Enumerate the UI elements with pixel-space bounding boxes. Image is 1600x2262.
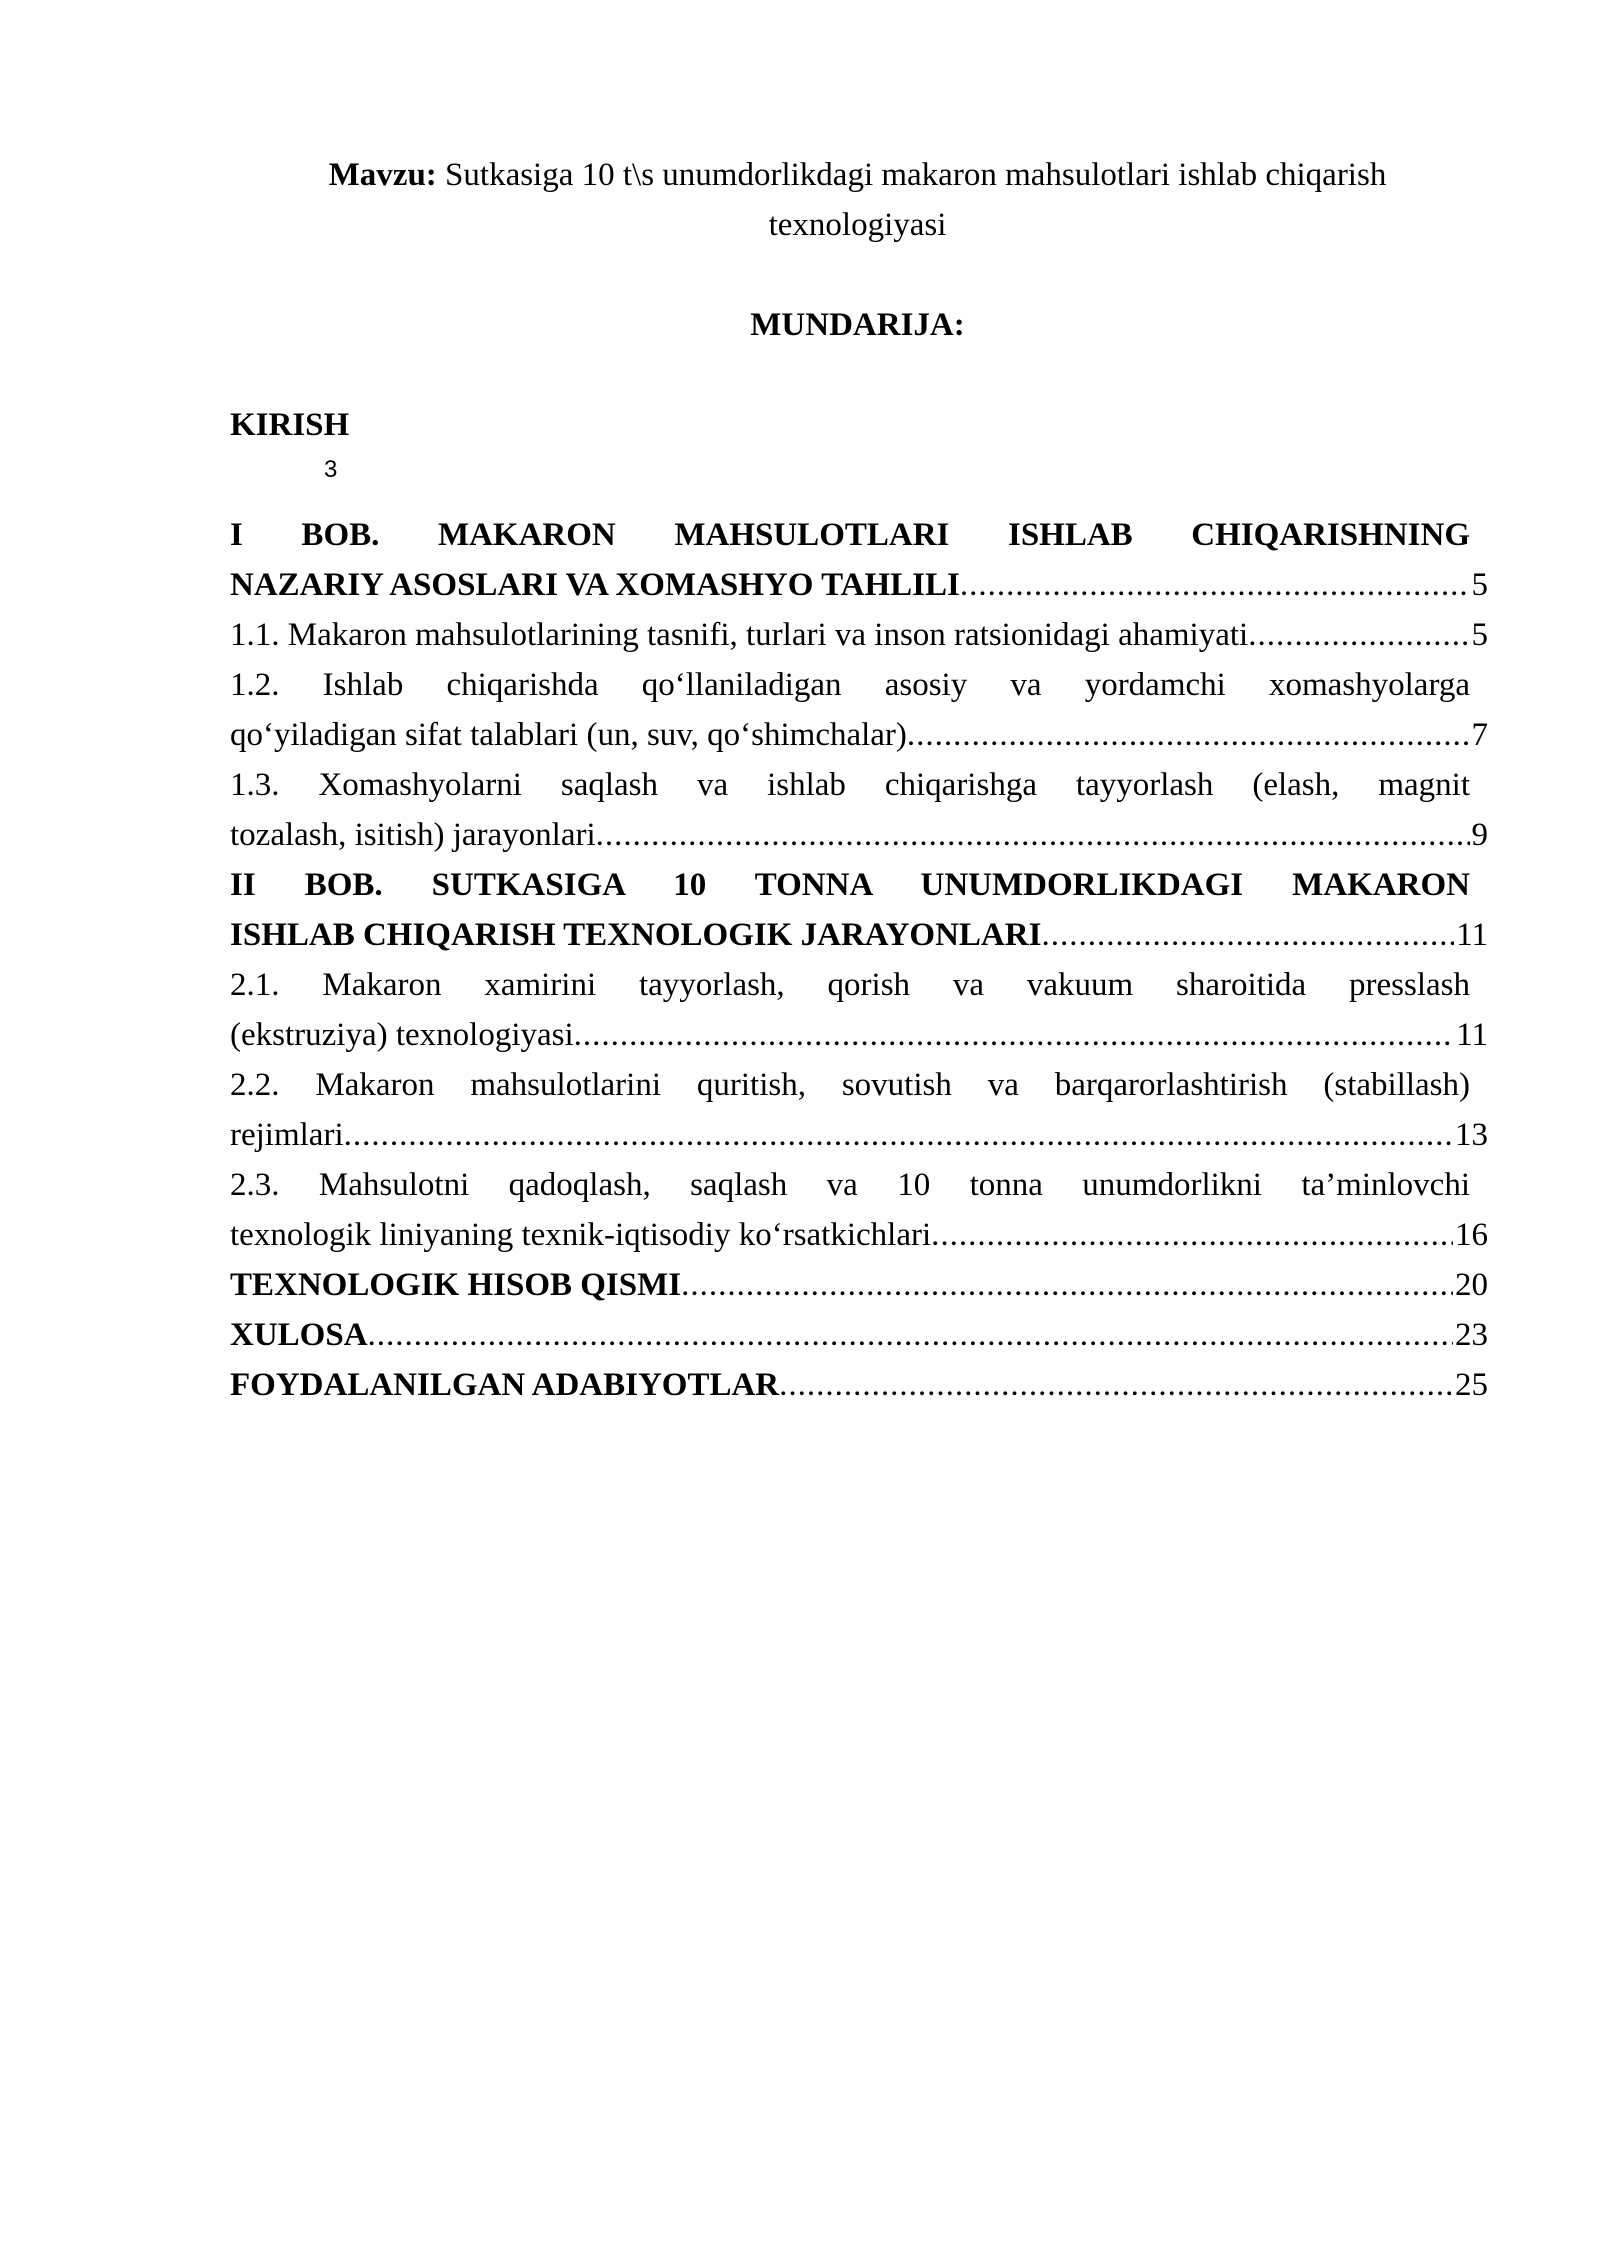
dot-leader bbox=[681, 1260, 1453, 1310]
toc-entry-title: ISHLAB CHIQARISH TEXNOLOGIK JARAYONLARI bbox=[230, 917, 1042, 953]
topic-block bbox=[230, 150, 1485, 250]
dot-leader bbox=[344, 1110, 1453, 1160]
topic-label: Mavzu: bbox=[328, 157, 437, 193]
toc-page-number: 23 bbox=[1455, 1317, 1488, 1353]
toc-entry-title-line1: II BOB. SUTKASIGA 10 TONNA UNUMDORLIKDAGI MAKARON bbox=[230, 867, 1470, 903]
toc-page-number: 13 bbox=[1455, 1117, 1488, 1153]
toc-entry-leader-line bbox=[230, 810, 1488, 860]
dot-leader bbox=[574, 1010, 1455, 1060]
toc-entry bbox=[230, 610, 1488, 660]
toc-entry bbox=[230, 1360, 1488, 1410]
toc-entry-title: qo‘yiladigan sifat talablari (un, suv, qo‘shimchalar) bbox=[230, 717, 907, 753]
intro-title: KIRISH bbox=[230, 407, 350, 443]
toc-entry bbox=[230, 960, 1488, 1060]
toc-entry-title: (ekstruziya) texnologiyasi bbox=[230, 1017, 574, 1053]
toc-entry-title-line1: 1.2. Ishlab chiqarishda qo‘llaniladigan asosiy va yordamchi xomashyolarga bbox=[230, 667, 1470, 703]
dot-leader bbox=[907, 710, 1470, 760]
contents-heading: MUNDARIJA: bbox=[750, 307, 965, 343]
toc-entry bbox=[230, 860, 1488, 960]
toc-page-number: 11 bbox=[1456, 917, 1488, 953]
toc-page-number: 25 bbox=[1455, 1367, 1488, 1403]
toc-entry-leader-line bbox=[230, 1210, 1488, 1260]
toc-entry-leader-line bbox=[230, 1360, 1488, 1410]
toc-entry-leader-line bbox=[230, 910, 1488, 960]
toc-entry-title-line1: 2.1. Makaron xamirini tayyorlash, qorish va vakuum sharoitida presslash bbox=[230, 967, 1470, 1003]
toc-entry-title: NAZARIY ASOSLARI VA XOMASHYO TAHLILI bbox=[230, 567, 960, 603]
topic-title-line1: Sutkasiga 10 t\s unumdorlikdagi makaron mahsulotlari ishlab chiqarish bbox=[436, 157, 1387, 193]
toc-entry bbox=[230, 1260, 1488, 1310]
toc-entry bbox=[230, 1310, 1488, 1360]
dot-leader bbox=[368, 1310, 1453, 1360]
dot-leader bbox=[960, 560, 1470, 610]
toc-entry-leader-line bbox=[230, 710, 1488, 760]
intro-page-number: 3 bbox=[324, 456, 338, 483]
toc-entry-title: TEXNOLOGIK HISOB QISMI bbox=[230, 1267, 682, 1303]
toc-entry-leader-line bbox=[230, 1010, 1488, 1060]
toc-entry-leader-line bbox=[230, 1310, 1488, 1360]
toc-entry-title-line1: I BOB. MAKARON MAHSULOTLARI ISHLAB CHIQARISHNING bbox=[230, 517, 1470, 553]
toc-page-number: 5 bbox=[1471, 567, 1488, 603]
toc-entry-title-line1: 1.3. Xomashyolarni saqlash va ishlab chiqarishga tayyorlash (elash, magnit bbox=[230, 767, 1470, 803]
toc-entry-title: tozalash, isitish) jarayonlari bbox=[230, 817, 596, 853]
toc-entry-leader-line bbox=[230, 610, 1488, 660]
toc-entry bbox=[230, 760, 1488, 860]
toc-entry-leader-line bbox=[230, 1110, 1488, 1160]
toc-entry bbox=[230, 660, 1488, 760]
toc-entry-title: 1.1. Makaron mahsulotlarining tasnifi, turlari va inson ratsionidagi ahamiyati bbox=[230, 617, 1249, 653]
toc-entry-title-line1: 2.3. Mahsulotni qadoqlash, saqlash va 10 tonna unumdorlikni ta’minlovchi bbox=[230, 1167, 1470, 1203]
toc-page-number: 16 bbox=[1455, 1217, 1488, 1253]
topic-title-line2: texnologiyasi bbox=[768, 207, 947, 243]
toc-entry-leader-line bbox=[230, 560, 1488, 610]
toc-entry-title: XULOSA bbox=[230, 1317, 368, 1353]
toc-page-number: 7 bbox=[1471, 717, 1488, 753]
dot-leader bbox=[1041, 910, 1454, 960]
toc-page-number: 11 bbox=[1456, 1017, 1488, 1053]
dot-leader bbox=[779, 1360, 1453, 1410]
toc-entry bbox=[230, 510, 1488, 610]
toc-page-number: 5 bbox=[1471, 617, 1488, 653]
dot-leader bbox=[1248, 610, 1469, 660]
dot-leader bbox=[596, 810, 1470, 860]
toc-entry-title: rejimlari bbox=[230, 1117, 344, 1153]
toc-entry-leader-line bbox=[230, 1260, 1488, 1310]
toc-page-number: 20 bbox=[1455, 1267, 1488, 1303]
toc-entry-title: texnologik liniyaning texnik-iqtisodiy ko‘rsatkichlari bbox=[230, 1217, 932, 1253]
toc-entry-title-line1: 2.2. Makaron mahsulotlarini quritish, sovutish va barqarorlashtirish (stabillash) bbox=[230, 1067, 1470, 1103]
toc-entry bbox=[230, 1060, 1488, 1160]
toc-entry bbox=[230, 1160, 1488, 1260]
toc-page-number: 9 bbox=[1471, 817, 1488, 853]
table-of-contents bbox=[230, 510, 1488, 1410]
dot-leader bbox=[931, 1210, 1453, 1260]
toc-entry-title: FOYDALANILGAN ADABIYOTLAR bbox=[230, 1367, 780, 1403]
